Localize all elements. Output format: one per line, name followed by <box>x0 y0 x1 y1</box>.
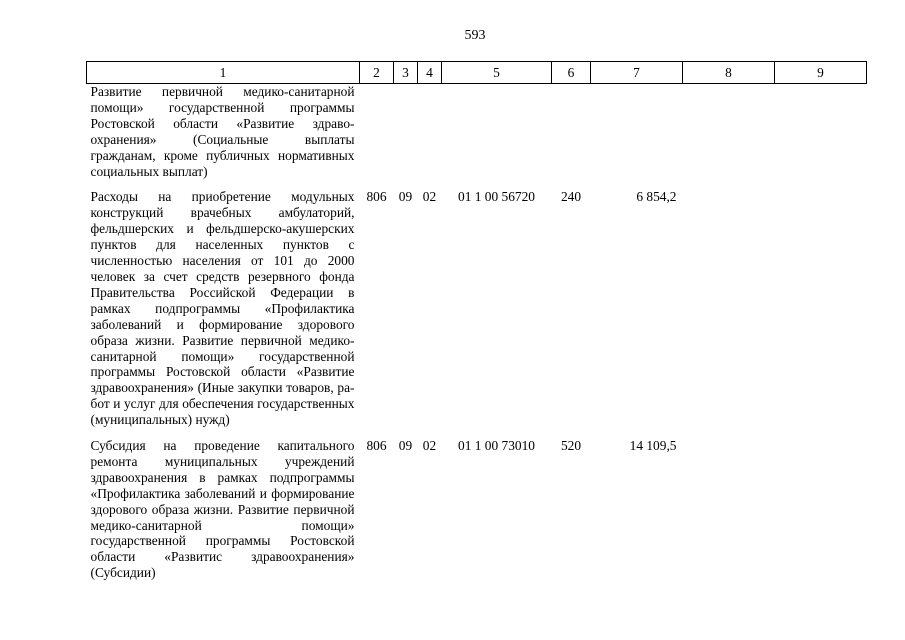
header-col-9: 9 <box>775 62 867 84</box>
row-subsection-code <box>418 84 442 186</box>
row-subsection-code: 02 <box>422 438 437 454</box>
row-amount-col7: 14 109,5 <box>629 438 677 454</box>
row-section-code: 09 <box>398 189 413 205</box>
header-row <box>87 62 867 84</box>
header-col-1: 1 <box>87 62 360 84</box>
budget-table <box>86 61 867 581</box>
row-target-article: 01 1 00 56720 <box>458 189 535 205</box>
row-amount-col9 <box>775 185 867 432</box>
row-ministry-code: 806 <box>366 438 387 454</box>
row-amount-col9 <box>775 432 867 581</box>
header-col-2: 2 <box>360 62 394 84</box>
row-amount-col7 <box>591 84 683 186</box>
table-row <box>87 432 867 581</box>
row-target-article: 01 1 00 73010 <box>458 438 535 454</box>
row-expense-type <box>552 84 591 186</box>
row-section-code <box>394 84 418 186</box>
row-description: Субсидия на проведение капитального ремонта муниципальных учреждений здравоохранения в рамках подпрограммы «Профилактика заболеваний и формирование здорового образа жизни. Развитие первичной медико-санитарной помощи» государственной программы Ростовской области «Развитис здравоохранения» (Субсидии) <box>90 438 355 581</box>
header-col-7: 7 <box>591 62 683 84</box>
row-target-article <box>442 84 552 186</box>
row-subsection-code: 02 <box>422 189 437 205</box>
row-amount-col8 <box>683 432 775 581</box>
row-amount-col8 <box>683 84 775 186</box>
row-expense-type: 240 <box>560 189 582 205</box>
header-col-6: 6 <box>552 62 591 84</box>
row-amount-col7: 6 854,2 <box>636 189 677 205</box>
row-description: Расходы на приобретение модульных конструкций врачебных амбулаторий, фельдшерских и фельдшерско-акушерских пунктов для населенных пунктов с численностью населения от 101 до 2000 человек за счет средств резервного фонда Правительства Российской Федерации в рамках подпрограммы «Профилактика заболеваний и формирование здорового образа жизни. Развитие первичной медико-санитарной помощи» государственной программы Ростовской области «Развитие здравоохранения» (Иные закупки товаров, работ и услуг для обеспечения государственных (муниципальных) нужд) <box>90 189 355 428</box>
header-col-8: 8 <box>683 62 775 84</box>
row-section-code: 09 <box>398 438 413 454</box>
row-amount-col8 <box>683 185 775 432</box>
row-ministry-code: 806 <box>366 189 387 205</box>
row-ministry-code <box>360 84 394 186</box>
row-description: Развитие первичной медико-санитарной помощи» государственной программы Ростовской области «Развитие здравоохранения» (Социальные выплаты гражданам, кроме публичных нормативных социальных выплат) <box>90 84 355 179</box>
header-col-4: 4 <box>418 62 442 84</box>
page-number: 593 <box>464 28 486 43</box>
header-col-3: 3 <box>394 62 418 84</box>
row-amount-col9 <box>775 84 867 186</box>
table-row <box>87 185 867 432</box>
row-expense-type: 520 <box>560 438 582 454</box>
table-row <box>87 84 867 186</box>
header-col-5: 5 <box>442 62 552 84</box>
